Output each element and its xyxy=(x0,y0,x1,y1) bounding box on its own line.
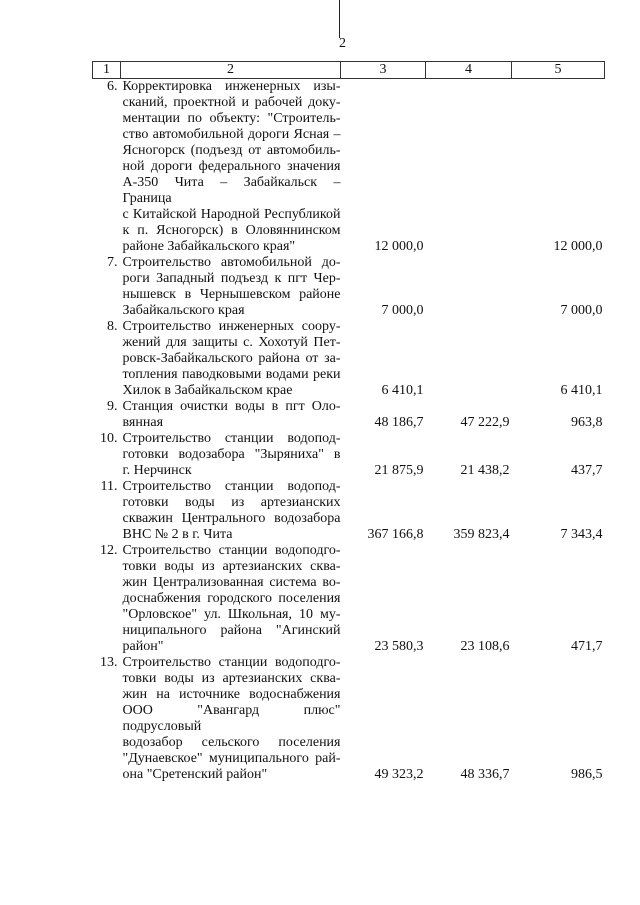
item-number: 11. xyxy=(100,479,118,494)
header-col-3: 3 xyxy=(341,62,426,79)
item-name-line: она "Сретенский район" xyxy=(122,767,268,782)
item-name xyxy=(121,79,341,256)
item-name xyxy=(121,431,341,479)
item-name-line: нышевск в Чернышевском районе xyxy=(122,287,341,302)
item-name-line: "Орловское" ул. Школьная, 10 му- xyxy=(122,607,341,622)
item-name-line: товки воды из артезианских сква- xyxy=(122,559,341,574)
item-name-line: ство автомобильной дороги Ясная – xyxy=(122,127,341,142)
item-name-line: Ясногорск (подъезд от автомобиль- xyxy=(122,143,341,158)
item-name-line: ниципального района "Агинский xyxy=(122,623,341,638)
item-name-line: Строительство станции водопод- xyxy=(122,431,341,446)
header-col-1: 1 xyxy=(93,62,121,79)
item-name-line: ровск-Забайкальского района от за- xyxy=(122,351,341,366)
amount-col4 xyxy=(426,319,512,399)
budget-table xyxy=(92,61,605,783)
table-row xyxy=(93,543,605,655)
header-col-4: 4 xyxy=(426,62,512,79)
item-name-line: готовки водозабора "Зыряниха" в xyxy=(122,447,341,462)
amount-col3: 367 166,8 xyxy=(367,527,424,542)
amount-col3: 12 000,0 xyxy=(374,239,424,254)
item-name-line: роги Западный подъезд к пгт Чер- xyxy=(122,271,341,286)
amount-col4 xyxy=(426,255,512,319)
item-name-line: район" xyxy=(122,639,164,654)
item-number: 6. xyxy=(107,79,118,94)
amount-col3: 7 000,0 xyxy=(381,303,424,318)
item-number: 12. xyxy=(100,543,118,558)
item-name-line: Корректировка инженерных изы- xyxy=(122,79,341,94)
amount-col5: 12 000,0 xyxy=(553,239,603,254)
item-name-line: жин на источнике водоснабжения xyxy=(122,687,341,702)
table-row xyxy=(93,319,605,399)
item-name-line: Строительство станции водоподго- xyxy=(122,543,341,558)
amount-col3: 21 875,9 xyxy=(374,463,424,478)
amount-col4: 47 222,9 xyxy=(460,415,510,430)
item-name-line: А-350 Чита – Забайкальск – Граница xyxy=(122,175,341,206)
table-header xyxy=(93,62,605,79)
item-name-line: Забайкальского края xyxy=(122,303,245,318)
header-row xyxy=(93,62,605,79)
item-name-line: сканий, проектной и рабочей доку- xyxy=(122,95,341,110)
item-number: 7. xyxy=(107,255,118,270)
item-name-line: ной дороги федерального значения xyxy=(122,159,341,174)
table-row xyxy=(93,431,605,479)
item-name-line: районе Забайкальского края" xyxy=(122,239,296,254)
item-name-line: вянная xyxy=(122,415,164,430)
amount-col5: 7 343,4 xyxy=(560,527,603,542)
item-name xyxy=(121,319,341,399)
item-name-line: Станция очистки воды в пгт Оло- xyxy=(122,399,341,414)
item-name-line: товки воды из артезианских сква- xyxy=(122,671,341,686)
header-col-2: 2 xyxy=(121,62,341,79)
table-row xyxy=(93,399,605,431)
table-row xyxy=(93,255,605,319)
amount-col5: 437,7 xyxy=(571,463,603,478)
amount-col4: 48 336,7 xyxy=(460,767,510,782)
item-name-line: к п. Ясногорск) в Оловяннинском xyxy=(122,223,341,238)
item-name-line: топления паводковыми водами реки xyxy=(122,367,341,382)
item-name-line: Строительство инженерных соору- xyxy=(122,319,341,334)
item-name-line: водозабор сельского поселения xyxy=(122,735,341,750)
item-name xyxy=(121,543,341,655)
item-name-line: "Дунаевское" муниципального рай- xyxy=(122,751,341,766)
item-name-line: Строительство станции водоподго- xyxy=(122,655,341,670)
page-number: 2 xyxy=(339,36,346,51)
amount-col4 xyxy=(426,79,512,256)
amount-col3: 6 410,1 xyxy=(381,383,424,398)
item-name-line: г. Нерчинск xyxy=(122,463,192,478)
amount-col5: 963,8 xyxy=(571,415,603,430)
item-number: 13. xyxy=(100,655,118,670)
item-name-line: Строительство станции водопод- xyxy=(122,479,341,494)
table-row xyxy=(93,79,605,256)
item-name-line: жений для защиты с. Хохотуй Пет- xyxy=(122,335,341,350)
item-name-line: ООО "Авангард плюс" подрусловый xyxy=(122,703,341,734)
page-top-marker-line xyxy=(339,0,340,38)
amount-col4: 359 823,4 xyxy=(453,527,510,542)
amount-col3: 48 186,7 xyxy=(374,415,424,430)
amount-col5: 471,7 xyxy=(571,639,603,654)
item-number: 8. xyxy=(107,319,118,334)
item-name-line: доснабжения городского поселения xyxy=(122,591,341,606)
table-body xyxy=(93,79,605,784)
amount-col4: 21 438,2 xyxy=(460,463,510,478)
amount-col4: 23 108,6 xyxy=(460,639,510,654)
item-name-line: скважин Центрального водозабора xyxy=(122,511,341,526)
item-name-line: Строительство автомобильной до- xyxy=(122,255,341,270)
amount-col3: 49 323,2 xyxy=(374,767,424,782)
amount-col5: 6 410,1 xyxy=(560,383,603,398)
amount-col5: 7 000,0 xyxy=(560,303,603,318)
item-name-line: жин Централизованная система во- xyxy=(122,575,341,590)
table-row xyxy=(93,479,605,543)
table-row xyxy=(93,655,605,783)
item-name xyxy=(121,255,341,319)
item-name-line: готовки воды из артезианских xyxy=(122,495,341,510)
item-name-line: Хилок в Забайкальском крае xyxy=(122,383,293,398)
header-col-5: 5 xyxy=(512,62,605,79)
item-name-line: с Китайской Народной Республикой xyxy=(122,207,341,222)
item-name xyxy=(121,655,341,783)
item-name-line: ВНС № 2 в г. Чита xyxy=(122,527,233,542)
item-name xyxy=(121,479,341,543)
amount-col5: 986,5 xyxy=(571,767,603,782)
item-number: 9. xyxy=(107,399,118,414)
amount-col3: 23 580,3 xyxy=(374,639,424,654)
item-number: 10. xyxy=(100,431,118,446)
item-name-line: ментации по объекту: "Строитель- xyxy=(122,111,341,126)
item-name xyxy=(121,399,341,431)
